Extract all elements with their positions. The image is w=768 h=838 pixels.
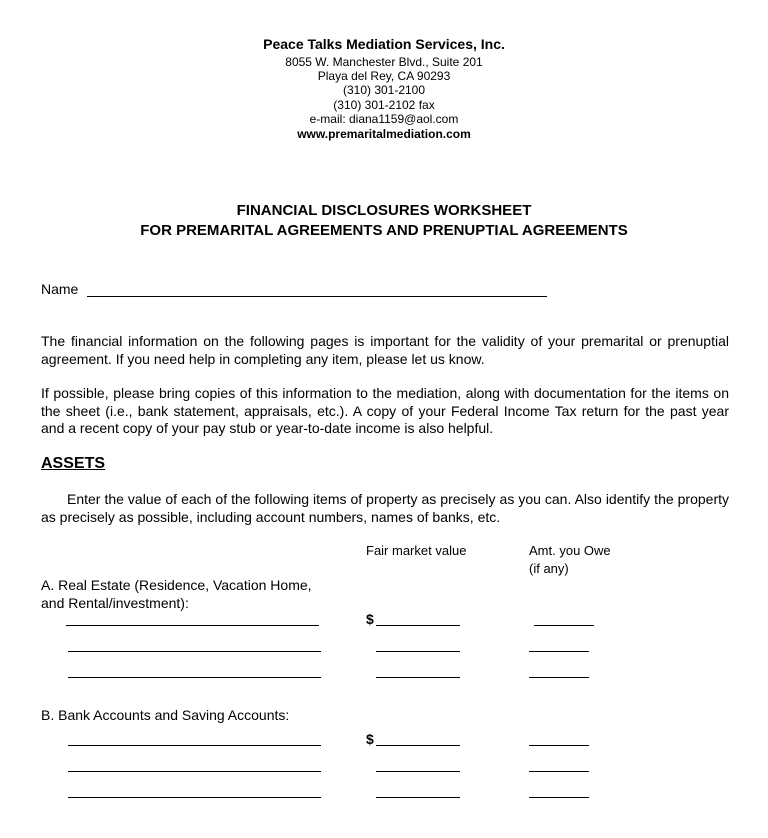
section-a-item-1-value-line[interactable] [376,625,460,626]
section-a-item-2-value-line[interactable] [376,651,460,652]
name-label: Name [41,281,79,297]
phone-number: (310) 301-2100 [342,83,426,97]
section-b-item-1-description-line[interactable] [68,745,321,746]
section-a-item-1-description-line[interactable] [66,625,319,626]
section-a-item-1-dollar-sign: $ [366,611,374,627]
worksheet-title: FINANCIAL DISCLOSURES WORKSHEET [236,202,532,219]
amount-owed-header: Amt. you Owe [529,543,611,558]
section-a-item-3-description-line[interactable] [68,677,321,678]
section-b-item-3-owed-line[interactable] [529,797,589,798]
name-field-line[interactable] [87,296,547,297]
assets-instructions: Enter the value of each of the following items of property as precisely as you can. Also identify the property as precisely as possible, including account numbers, names of banks, etc. [41,491,729,525]
section-a-item-3-owed-line[interactable] [529,677,589,678]
website-url: www.premaritalmediation.com [297,127,471,141]
section-b-item-2-owed-line[interactable] [529,771,589,772]
intro-paragraph-2: If possible, please bring copies of this information to the mediation, along with documentation for the items on the sheet (i.e., bank statement, appraisals, etc.). A copy of your Federal Income Tax return for the past year and a recent copy of your pay stub or year-to-date income is also helpful. [41,385,729,436]
section-b-label: B. Bank Accounts and Saving Accounts: [41,707,290,723]
section-b-item-2-description-line[interactable] [68,771,321,772]
section-a-item-1-owed-line[interactable] [534,625,594,626]
section-a-item-2-description-line[interactable] [68,651,321,652]
worksheet-subtitle: FOR PREMARITAL AGREEMENTS AND PRENUPTIAL AGREEMENTS [140,222,628,239]
company-name: Peace Talks Mediation Services, Inc. [263,36,505,52]
section-b-item-3-description-line[interactable] [68,797,321,798]
section-b-item-3-value-line[interactable] [376,797,460,798]
section-b-item-1-value-line[interactable] [376,745,460,746]
intro-paragraph-1: The financial information on the following pages is important for the validity of your premarital or prenuptial agreement. If you need help in completing any item, please let us know. [41,333,729,367]
fax-number: (310) 301-2102 fax [333,98,435,112]
email-address: e-mail: diana1159@aol.com [309,112,459,126]
section-b-item-2-value-line[interactable] [376,771,460,772]
section-b-item-1-dollar-sign: $ [366,731,374,747]
assets-heading: ASSETS [41,455,106,472]
address-line-1: 8055 W. Manchester Blvd., Suite 201 [285,55,483,69]
section-a-item-2-owed-line[interactable] [529,651,589,652]
section-a-label-continued: and Rental/investment): [41,595,189,611]
section-a-item-3-value-line[interactable] [376,677,460,678]
section-a-label: A. Real Estate (Residence, Vacation Home, [41,577,312,593]
address-line-2: Playa del Rey, CA 90293 [317,69,451,83]
fair-market-value-header: Fair market value [366,543,467,558]
amount-owed-subheader: (if any) [529,561,569,576]
section-b-item-1-owed-line[interactable] [529,745,589,746]
